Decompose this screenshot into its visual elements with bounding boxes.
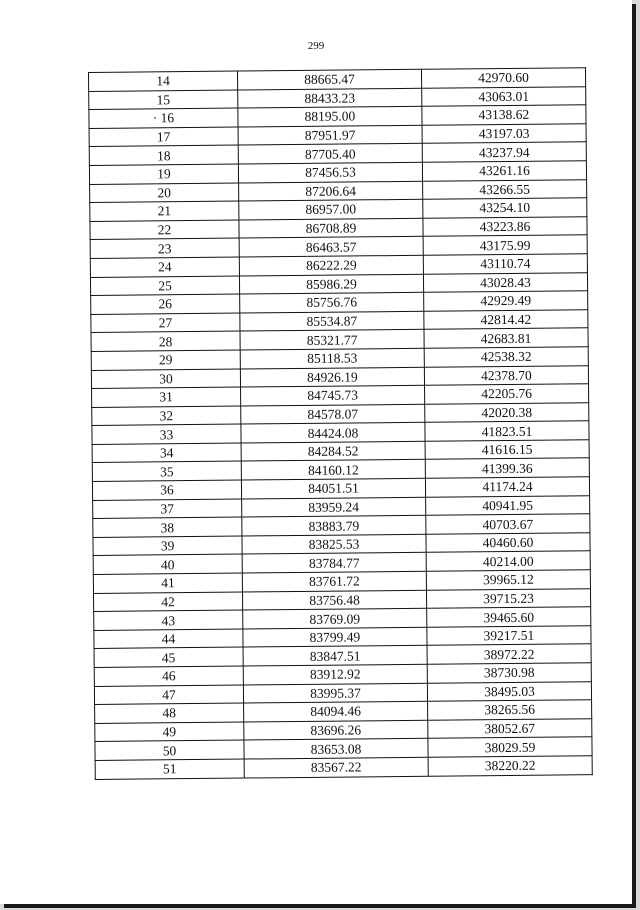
value-b-cell: 43110.74 [423,254,587,274]
value-a-cell: 83847.51 [243,646,427,666]
value-a-cell: 84926.19 [240,367,424,387]
value-b-cell: 41174.24 [425,477,589,497]
row-index-cell: 30 [91,369,240,389]
row-index-cell: 14 [89,71,238,91]
value-a-cell: 83761.72 [242,571,426,591]
row-index-cell: 35 [92,462,241,482]
value-b-cell: 42970.60 [421,68,585,88]
value-b-cell: 41399.36 [425,458,589,478]
data-table [88,67,593,779]
row-index-cell: 49 [95,722,244,742]
value-b-cell: 43254.10 [423,198,587,218]
value-a-cell: 84094.46 [244,701,428,721]
row-index-cell: 19 [89,164,238,184]
value-a-cell: 84578.07 [241,404,425,424]
value-a-cell: 86708.89 [239,218,423,238]
row-index-cell: 17 [89,127,238,147]
value-b-cell: 41823.51 [425,421,589,441]
value-a-cell: 86463.57 [239,237,423,257]
value-b-cell: 43237.94 [422,142,586,162]
row-index-cell: 51 [95,759,244,779]
value-a-cell: 85756.76 [240,292,424,312]
row-index-cell: 43 [94,610,243,630]
row-index-cell: 42 [94,592,243,612]
row-index-cell: 26 [91,294,240,314]
value-a-cell: 87456.53 [238,162,422,182]
value-b-cell: 38220.22 [428,756,592,776]
value-a-cell: 85118.53 [240,348,424,368]
value-a-cell: 85321.77 [240,330,424,350]
value-b-cell: 42205.76 [425,384,589,404]
row-index-cell: 36 [92,480,241,500]
value-b-cell: 43028.43 [423,272,587,292]
value-b-cell: 42020.38 [425,402,589,422]
value-b-cell: 38052.67 [428,718,592,738]
value-b-cell: 43197.03 [422,124,586,144]
value-b-cell: 39465.60 [427,607,591,627]
row-index-cell: 37 [93,499,242,519]
row-index-cell: 25 [90,276,239,296]
row-index-cell: 28 [91,331,240,351]
value-b-cell: 40460.60 [426,533,590,553]
value-a-cell: 83799.49 [243,627,427,647]
value-a-cell: 86222.29 [239,255,423,275]
value-a-cell: 86957.00 [239,199,423,219]
row-index-cell: 33 [92,424,241,444]
value-a-cell: 84051.51 [241,478,425,498]
value-a-cell: 83756.48 [242,590,426,610]
value-b-cell: 42814.42 [424,309,588,329]
row-index-cell: 22 [90,220,239,240]
row-index-cell: · 16 [89,108,238,128]
value-a-cell: 88433.23 [238,88,422,108]
value-b-cell: 38495.03 [427,681,591,701]
row-index-cell: 32 [92,406,241,426]
value-b-cell: 43266.55 [423,179,587,199]
value-a-cell: 85986.29 [239,274,423,294]
value-a-cell: 84284.52 [241,441,425,461]
row-index-cell: 20 [90,183,239,203]
value-b-cell: 43063.01 [422,86,586,106]
row-index-cell: 21 [90,201,239,221]
value-b-cell: 40703.67 [426,514,590,534]
value-b-cell: 42929.49 [424,291,588,311]
value-a-cell: 83784.77 [242,553,426,573]
value-a-cell: 88665.47 [237,69,421,89]
value-b-cell: 38265.56 [428,700,592,720]
value-b-cell: 43261.16 [422,161,586,181]
value-a-cell: 83696.26 [244,720,428,740]
value-b-cell: 39965.12 [426,570,590,590]
value-b-cell: 40941.95 [426,495,590,515]
data-table-body [89,68,593,779]
row-index-cell: 27 [91,313,240,333]
value-b-cell: 38972.22 [427,644,591,664]
value-b-cell: 40214.00 [426,551,590,571]
value-a-cell: 83653.08 [244,739,428,759]
row-index-cell: 39 [93,536,242,556]
row-index-cell: 34 [92,443,241,463]
row-index-cell: 47 [94,685,243,705]
value-a-cell: 85534.87 [240,311,424,331]
row-index-cell: 48 [95,703,244,723]
value-a-cell: 83883.79 [242,516,426,536]
value-b-cell: 42683.81 [424,328,588,348]
value-b-cell: 43175.99 [423,235,587,255]
row-index-cell: 38 [93,517,242,537]
row-index-cell: 15 [89,90,238,110]
value-b-cell: 42378.70 [424,365,588,385]
row-index-cell: 50 [95,740,244,760]
value-a-cell: 83567.22 [244,757,428,777]
row-index-cell: 44 [94,629,243,649]
row-index-cell: 18 [89,145,238,165]
value-a-cell: 87951.97 [238,125,422,145]
value-b-cell: 41616.15 [425,440,589,460]
value-b-cell: 38730.98 [427,663,591,683]
value-b-cell: 42538.32 [424,347,588,367]
row-index-cell: 29 [91,350,240,370]
value-b-cell: 38029.59 [428,737,592,757]
value-b-cell: 43138.62 [422,105,586,125]
row-index-cell: 46 [94,666,243,686]
row-index-cell: 23 [90,238,239,258]
value-a-cell: 88195.00 [238,106,422,126]
page-number: 299 [307,40,325,52]
table-row [95,756,592,779]
value-a-cell: 83959.24 [242,497,426,517]
value-a-cell: 87206.64 [239,181,423,201]
value-a-cell: 83769.09 [243,608,427,628]
value-a-cell: 83825.53 [242,534,426,554]
value-b-cell: 43223.86 [423,216,587,236]
value-a-cell: 83995.37 [243,683,427,703]
row-index-cell: 41 [93,573,242,593]
row-index-cell: 40 [93,554,242,574]
row-index-cell: 45 [94,647,243,667]
value-a-cell: 84160.12 [241,460,425,480]
row-index-cell: 24 [90,257,239,277]
value-a-cell: 83912.92 [243,664,427,684]
value-a-cell: 84424.08 [241,423,425,443]
value-a-cell: 84745.73 [241,385,425,405]
value-b-cell: 39217.51 [427,626,591,646]
value-b-cell: 39715.23 [426,588,590,608]
row-index-cell: 31 [92,387,241,407]
value-a-cell: 87705.40 [238,144,422,164]
